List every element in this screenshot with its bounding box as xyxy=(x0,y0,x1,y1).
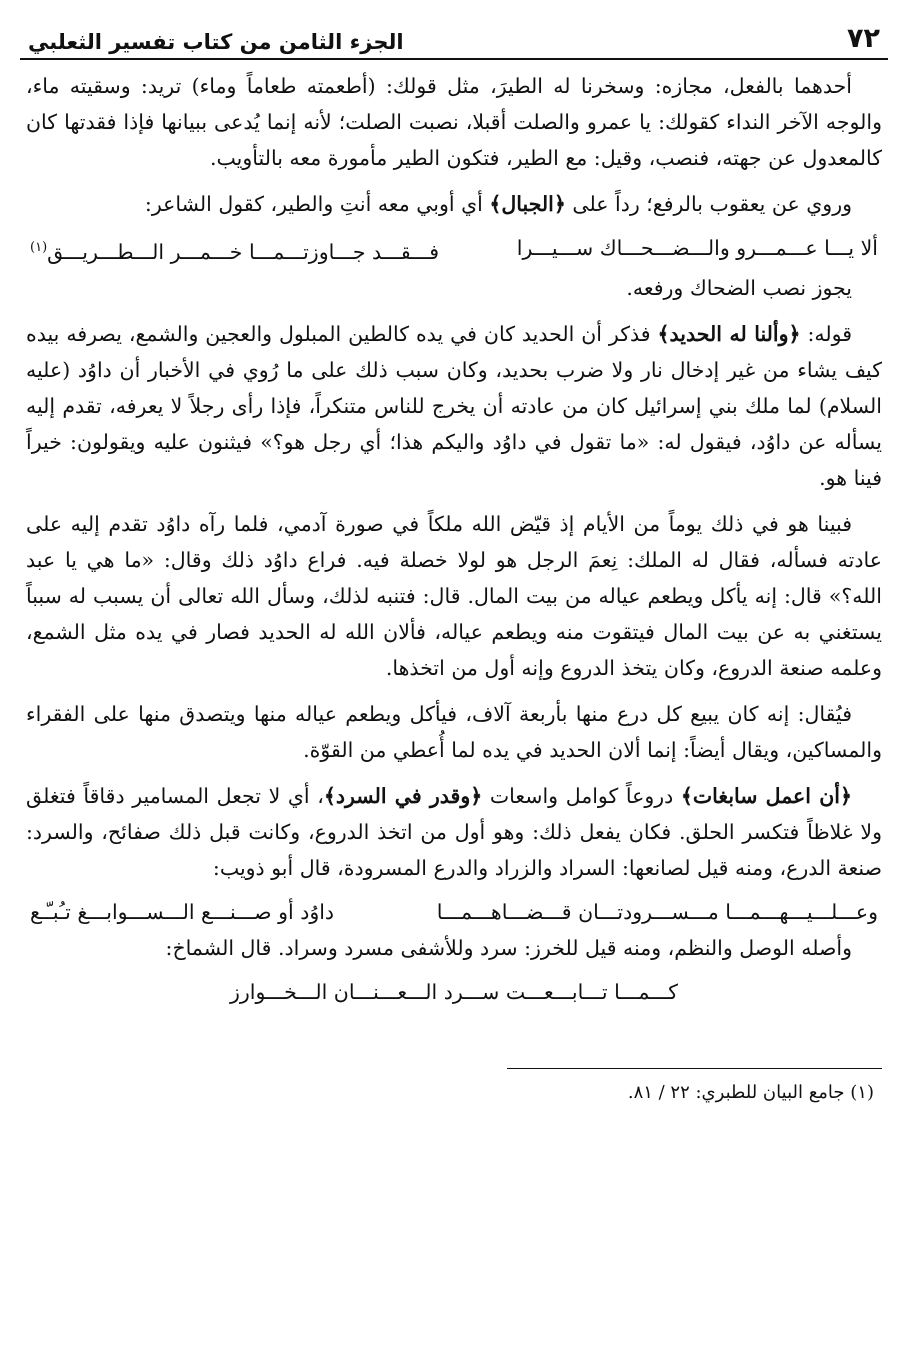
verse-1-first-hemistich: ألا يـــا عـــمـــرو والـــضـــحـــاك ســـيـــرا xyxy=(516,236,878,260)
paragraph-4 xyxy=(26,316,882,496)
footnote: (١) جامع البيان للطبري: ٢٢ / ٨١. xyxy=(627,1081,874,1103)
verse-1-second-text: فـــقـــد جـــاوزتـــمـــا خـــمـــر الـــطـــريـــق xyxy=(47,239,440,264)
page-title: الجزء الثامن من كتاب تفسير الثعلبي xyxy=(28,30,404,54)
quran-quote-sard: ﴿وقدر في السرد﴾ xyxy=(323,783,483,808)
paragraph-2-text-a: وروي عن يعقوب بالرفع؛ رداً على xyxy=(565,192,852,216)
verse-1 xyxy=(26,230,882,270)
quran-quote-jibal: ﴿الجبال﴾ xyxy=(489,192,566,216)
paragraph-8: وأصله الوصل والنظم، ومنه قيل للخرز: سرد وللأشفى مسرد وسراد. قال الشماخ: xyxy=(165,935,852,960)
paragraph-2-text-c: أي أوبي معه أنتِ والطير، كقول الشاعر: xyxy=(144,192,490,216)
page-number: ٧٢ xyxy=(847,23,880,54)
verse-2-first-hemistich: وعـــلـــيـــهـــمـــا مـــســـرودتـــان قـــضـــاهـــمـــا xyxy=(436,899,878,924)
verse-2-second-hemistich: داوُد أو صـــنـــع الـــســـوابـــغ تـُبـّـع xyxy=(30,899,335,924)
verse-1-second-hemistich xyxy=(30,230,439,270)
paragraph-4-text-c: فذكر أن الحديد كان في يده كالطين المبلول والعجين والشمع، يصرفه بيده كيف يشاء من غير إدخال نار ولا ضرب بحديد، وكان سبب ذلك على ما رُوي في الأخبار أن داوُد (عليه السلام) لما ملك بني إسرائيل كان من عادته أن يخرج للناس متنكراً، فإذا رأى رجلاً لا يعرفه، تقدم إليه يسأله عن داوُد، فيقول له: «ما تقول في داوُد واليكم هذا؛ أي رجل هو؟» فيثنون عليه ويقولون: خيراً فينا هو. xyxy=(26,321,882,490)
paragraph-4-text-a: قوله: xyxy=(800,321,852,346)
paragraph-5: فبينا هو في ذلك يوماً من الأيام إذ قيّض الله ملكاً في صورة آدمي، فلما رآه داوُد تقدم إليه على عادته فسأله، فقال له الملك: نِعمَ الرجل هو لولا خصلة فيه. فراع داوُد ذلك وقال: «ما هي يا عبد الله؟» قال: إنه يأكل ويطعم عياله من بيت المال. قال: فتنبه لذلك، وسأل الله تعالى أن يسبب له سبباً يستغني به عن بيت المال فيتقوت منه ويطعم عياله، فألان الله له الحديد فصار في يده مثل الشمع، وعلمه صنعة الدروع، وكان يتخذ الدروع وإنه أول من اتخذها. xyxy=(26,511,882,680)
page xyxy=(20,18,888,1348)
verse-2 xyxy=(26,894,882,930)
quran-quote-sabighat: ﴿أن اعمل سابغات﴾ xyxy=(680,783,852,808)
paragraph-7 xyxy=(26,778,882,886)
quran-quote-hadid: ﴿وألنا له الحديد﴾ xyxy=(657,321,801,346)
paragraph-1: أحدهما بالفعل، مجازه: وسخرنا له الطيرَ، مثل قولك: (أطعمته طعاماً وماء) تريد: وسقيته ماء، والوجه الآخر النداء كقولك: يا عمرو والصلت أقبلا، نصبت الصلت؛ لأنه إنما يُدعى ببيانها فإذا فقدتها كان كالمعدول عن جهته، فنصب، وقيل: مع الطير، فتكون الطير مأمورة معه بالتأويب. xyxy=(26,74,882,170)
verse-3-hemistich: كـــمـــا تـــابـــعـــت ســـرد الـــعـــنـــان الـــخـــوارز xyxy=(230,979,678,1004)
page-header xyxy=(20,18,888,60)
paragraph-6: فيُقال: إنه كان يبيع كل درع منها بأربعة آلاف، فيأكل ويطعم عياله منها ويتصدق منها على الفقراء والمساكين، ويقال أيضاً: إنما ألان الحديد في يده لما أُعطي من القوّة. xyxy=(26,701,882,762)
footnote-divider xyxy=(507,1068,882,1069)
page-body xyxy=(20,68,888,1107)
verse-3 xyxy=(26,974,882,1010)
paragraph-7-text-b: دروعاً كوامل واسعات xyxy=(482,783,681,808)
paragraph-7-text-d: ، أي لا تجعل المسامير دقاقاً فتغلق ولا غلاظاً فتكسر الحلق. فكان يفعل ذلك: وهو أول من اتخذ الدروع، وكانت قبل ذلك صفائح، والسرد: صنعة الدرع، ومنه قيل لصانعها: السراد والزراد والدرع المسرودة، قال أبو ذويب: xyxy=(26,783,882,880)
paragraph-2 xyxy=(26,186,882,222)
paragraph-3: يجوز نصب الضحاك ورفعه. xyxy=(626,275,852,300)
footnote-marker: (١) xyxy=(30,240,48,255)
